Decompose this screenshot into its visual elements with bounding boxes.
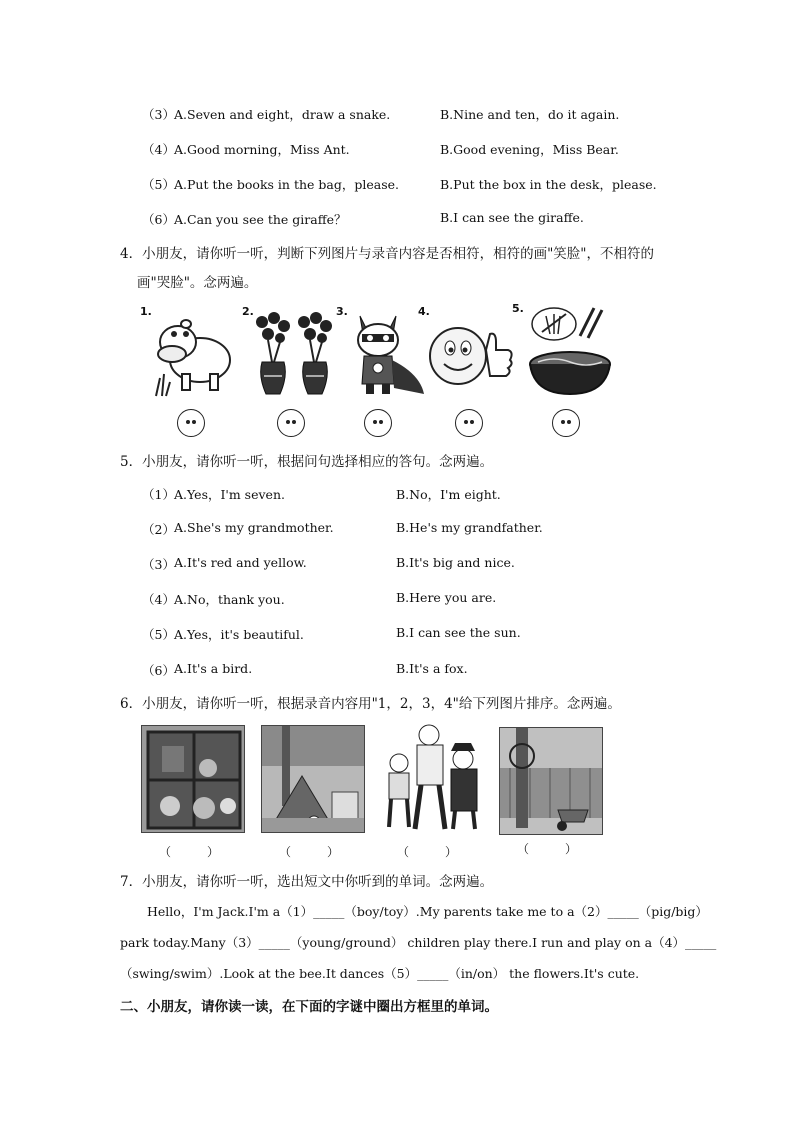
q5-option-a[interactable]: A.No，thank you. (174, 592, 285, 607)
q5-option-b[interactable]: B.It's big and nice. (396, 555, 515, 570)
q4-label-5: 5. (512, 302, 524, 315)
q3-item-number: （4） (142, 142, 175, 157)
q5-item-number: （6） (142, 663, 175, 678)
q4-instruction-line2: 画"哭脸"。念两遍。 (137, 275, 258, 291)
q4-label-2: 2. (242, 305, 254, 318)
q6-answer-blank-3[interactable]: （ ） (397, 845, 458, 859)
window-toys-picture (141, 725, 245, 833)
q4-label-1: 1. (140, 305, 152, 318)
family-people-picture (379, 723, 487, 835)
q4-label-4: 4. (418, 305, 430, 318)
q5-item-number: （4） (142, 592, 175, 607)
q5-item-number: （5） (142, 627, 175, 642)
tent-backyard-picture (261, 725, 365, 833)
q5-item-number: （1） (142, 487, 175, 502)
q3-item-number: （6） (142, 212, 175, 227)
q5-item-number: （2） (142, 522, 175, 537)
q3-option-b[interactable]: B.Good evening，Miss Bear. (440, 142, 619, 157)
q6-answer-blank-4[interactable]: （ ） (517, 842, 578, 856)
q5-option-b[interactable]: B.It's a fox. (396, 661, 468, 676)
q5-option-b[interactable]: B.I can see the sun. (396, 625, 521, 640)
q3-option-b[interactable]: B.I can see the giraffe. (440, 210, 584, 225)
q3-item-number: （5） (142, 177, 175, 192)
q7-instruction: 7．小朋友，请你听一听，选出短文中你听到的单词。念两遍。 (120, 874, 494, 890)
q5-instruction: 5．小朋友，请你听一听，根据问句选择相应的答句。念两遍。 (120, 454, 494, 470)
q6-instruction: 6．小朋友，请你听一听，根据录音内容用"1，2，3，4"给下列图片排序。念两遍。 (120, 696, 621, 712)
q3-option-b[interactable]: B.Put the box in the desk，please. (440, 177, 657, 192)
q7-passage-line2: park today.Many（3）_____（young/ground） children play there.I run and play on a（4）_____ (120, 935, 717, 950)
q5-option-b[interactable]: B.He's my grandfather. (396, 520, 543, 535)
smiley-face-blank-1[interactable] (177, 409, 205, 437)
q3-item-number: （3） (142, 107, 175, 122)
hippo-picture (150, 312, 238, 398)
q3-option-a[interactable]: A.Good morning，Miss Ant. (174, 142, 350, 157)
flowers-vases-picture (248, 310, 338, 398)
section-2-heading: 二、小朋友，请你读一读，在下面的字谜中圈出方框里的单词。 (120, 999, 498, 1015)
q5-option-a[interactable]: A.Yes，it's beautiful. (174, 627, 304, 642)
q4-instruction-line1: 4．小朋友，请你听一听，判断下列图片与录音内容是否相符，相符的画"笑脸"，不相符的 (120, 246, 655, 262)
q4-label-3: 3. (336, 305, 348, 318)
q3-option-a[interactable]: A.Put the books in the bag，please. (174, 177, 399, 192)
q5-item-number: （3） (142, 557, 175, 572)
q5-option-a[interactable]: A.Yes，I'm seven. (174, 487, 285, 502)
q5-option-b[interactable]: B.Here you are. (396, 590, 497, 605)
q7-passage-line3: （swing/swim）.Look at the bee.It dances（5）_____（in/on） the flowers.It's cute. (120, 966, 640, 981)
q5-option-a[interactable]: A.It's red and yellow. (174, 555, 307, 570)
smiley-face-blank-2[interactable] (277, 409, 305, 437)
fox-hero-picture (344, 310, 426, 398)
q6-answer-blank-2[interactable]: （ ） (279, 845, 340, 859)
q5-option-a[interactable]: A.It's a bird. (174, 661, 253, 676)
q3-option-a[interactable]: A.Can you see the giraffe？ (174, 212, 347, 227)
noodles-bowl-picture (524, 302, 616, 398)
smiley-face-blank-4[interactable] (455, 409, 483, 437)
q7-passage-line1: Hello，I'm Jack.I'm a（1）_____（boy/toy）.My parents take me to a（2）_____（pig/big） (147, 904, 708, 919)
smiley-face-blank-3[interactable] (364, 409, 392, 437)
q5-option-a[interactable]: A.She's my grandmother. (174, 520, 334, 535)
thumbs-up-face-picture (428, 320, 514, 392)
smiley-face-blank-5[interactable] (552, 409, 580, 437)
q3-option-a[interactable]: A.Seven and eight，draw a snake. (174, 107, 391, 122)
q6-answer-blank-1[interactable]: （ ） (159, 845, 220, 859)
q3-option-b[interactable]: B.Nine and ten，do it again. (440, 107, 620, 122)
q5-option-b[interactable]: B.No，I'm eight. (396, 487, 501, 502)
tree-wheelbarrow-picture (499, 727, 603, 835)
